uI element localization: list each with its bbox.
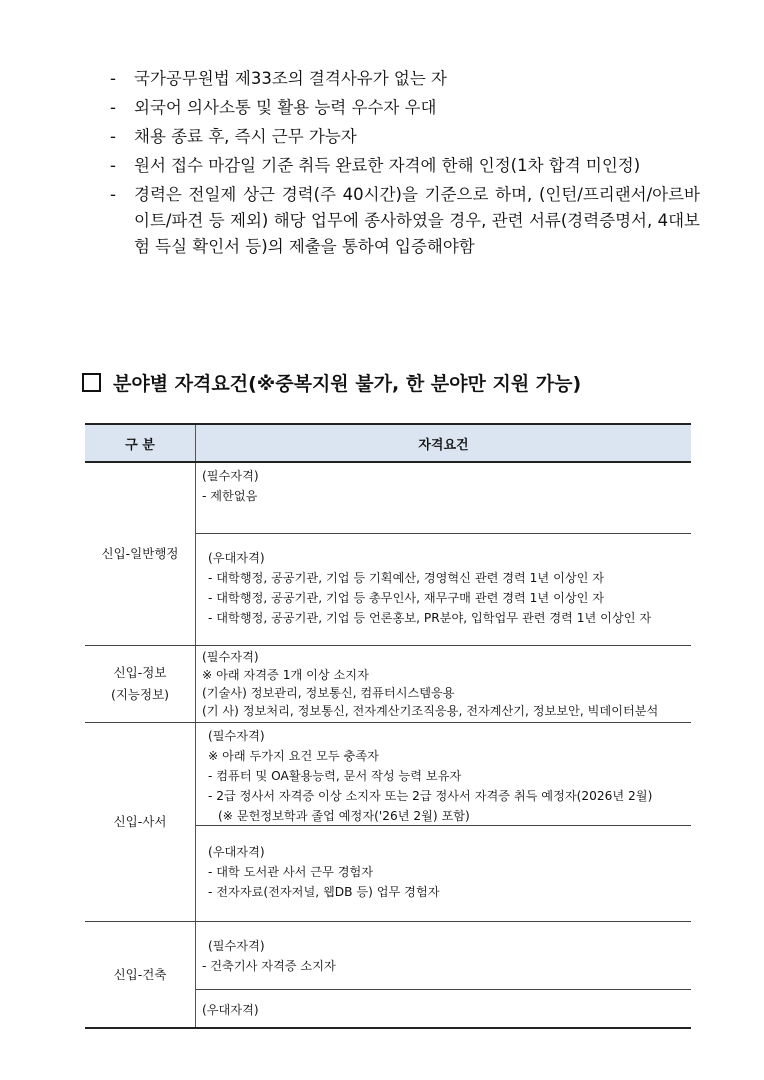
list-item: - 국가공무원법 제33조의 결격사유가 없는 자: [110, 69, 447, 88]
required-block: (필수자격) ※ 아래 자격증 1개 이상 소지자 (기술사) 정보관리, 정보통신, 컴퓨터시스템응용 (기 사) 정보처리, 정보통신, 전자계산기조직응용, 전자계산기, 정보보안, 빅데이터분석: [202, 650, 659, 718]
table-header-row: [85, 424, 691, 462]
column-header-category: 구 분: [85, 424, 196, 462]
row-requirements: [196, 646, 692, 723]
row-requirements: [196, 723, 692, 922]
required-block: (필수자격) - 건축기사 자격증 소지자: [202, 939, 336, 973]
row-category: 신입-사서: [85, 723, 196, 922]
table-row: [85, 723, 691, 922]
preferred-block: (우대자격): [196, 989, 691, 1027]
row-category: 신입-건축: [85, 922, 196, 1029]
required-block: (필수자격) ※ 아래 두가지 요건 모두 충족자 - 컴퓨터 및 OA활용능력, 문서 작성 능력 보유자 - 2급 정사서 자격증 이상 소지자 또는 2급 정사서 자격증 취득 예정자(2026년 2월) (※ 문헌정보학과 졸업 예정자('26년 2월) 포함): [208, 729, 653, 823]
preferred-block: (우대자격) - 대학 도서관 사서 근무 경험자 - 전자자료(전자저널, 웹DB 등) 업무 경험자: [196, 825, 691, 921]
preferred-block: (우대자격) - 대학행정, 공공기관, 기업 등 기획예산, 경영혁신 관련 경력 1년 이상인 자 - 대학행정, 공공기관, 기업 등 총무인사, 재무구매 관련 경력 1년 이상인 자 - 대학행정, 공공기관, 기업 등 언론홍보, PR분야, 입학업무 관련 경력 1년 이상인 자: [196, 533, 691, 645]
table-row: [85, 922, 691, 1029]
list-item: - 원서 접수 마감일 기준 취득 완료한 자격에 한해 인정(1차 합격 미인정): [110, 156, 641, 175]
list-item: - 외국어 의사소통 및 활용 능력 우수자 우대: [110, 98, 437, 117]
list-item: - 경력은 전일제 상근 경력(주 40시간)을 기준으로 하며, (인턴/프리랜서/아르바이트/파견 등 제외) 해당 업무에 종사하였을 경우, 관련 서류(경력증명서, 4대보험 득실 확인서 등)의 제출을 통하여 입증해야함: [110, 185, 700, 256]
requirements-table: [85, 423, 691, 1029]
list-item: - 채용 종료 후, 즉시 근무 가능자: [110, 127, 357, 146]
row-category: 신입-일반행정: [85, 462, 196, 646]
row-requirements: [196, 462, 692, 646]
section-heading: 분야별 자격요건(※중복지원 불가, 한 분야만 지원 가능): [82, 370, 581, 398]
checkbox-square-icon: [82, 373, 101, 392]
row-requirements: [196, 922, 692, 1029]
row-category: 신입-정보 (지능정보): [85, 646, 196, 723]
table-row: [85, 646, 691, 723]
table-row: [85, 462, 691, 646]
required-block: (필수자격) - 제한없음: [202, 469, 259, 503]
column-header-requirements: 자격요건: [196, 424, 692, 462]
eligibility-list: [110, 66, 700, 263]
